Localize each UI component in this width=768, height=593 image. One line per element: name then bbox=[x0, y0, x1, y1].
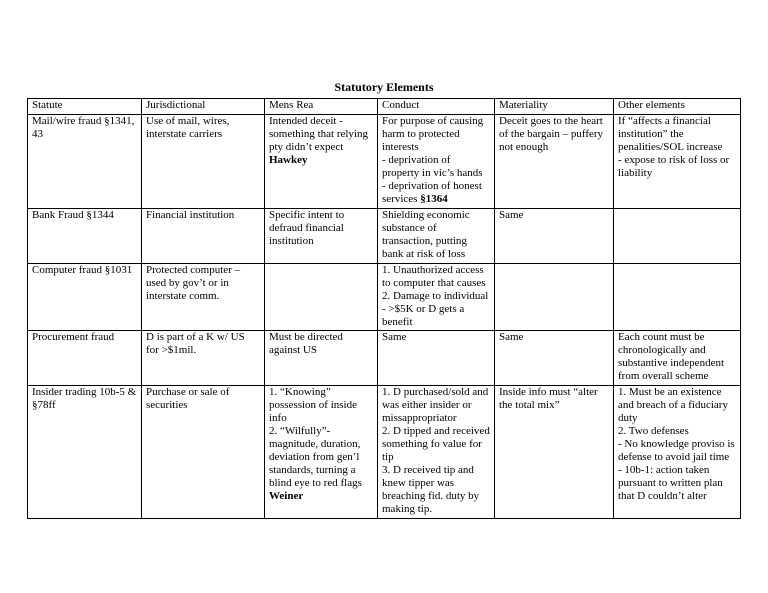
cell-text: Intended deceit - something that relying pty didn’t expect bbox=[269, 114, 368, 153]
cell-text: For purpose of causing harm to protected interests bbox=[382, 114, 484, 153]
table-cell bbox=[265, 263, 378, 331]
table-cell bbox=[614, 114, 741, 208]
cell-text: Shielding economic substance of transaction, putting bank at risk of loss bbox=[382, 208, 470, 260]
cell-paragraph bbox=[269, 209, 373, 248]
header-row bbox=[28, 99, 741, 115]
cell-paragraph bbox=[618, 154, 736, 180]
column-header: Jurisdictional bbox=[142, 99, 265, 115]
table-body bbox=[28, 114, 741, 518]
table-cell bbox=[28, 208, 142, 263]
cell-paragraph bbox=[382, 386, 490, 425]
cell-paragraph bbox=[618, 425, 736, 438]
table-cell bbox=[28, 386, 142, 519]
cell-paragraph bbox=[32, 264, 137, 277]
cell-paragraph bbox=[382, 209, 490, 261]
table-cell bbox=[28, 114, 142, 208]
table-row bbox=[28, 386, 741, 519]
cell-paragraph bbox=[269, 425, 373, 490]
cell-text: 2. Two defenses bbox=[618, 425, 689, 438]
cell-text: 1. Must be an existence and breach of a fiduciary duty bbox=[618, 386, 728, 425]
cell-paragraph bbox=[382, 180, 490, 206]
table-cell bbox=[265, 331, 378, 386]
table-cell bbox=[265, 114, 378, 208]
cell-text: 1. “Knowing” possession of inside info bbox=[269, 386, 357, 425]
table-cell bbox=[142, 114, 265, 208]
cell-text: Same bbox=[499, 331, 524, 344]
cell-text-bold: Hawkey bbox=[269, 153, 308, 166]
table-cell bbox=[495, 331, 614, 386]
cell-paragraph bbox=[146, 331, 260, 357]
table-cell bbox=[142, 331, 265, 386]
table-cell bbox=[614, 208, 741, 263]
cell-paragraph bbox=[499, 331, 609, 344]
cell-text: D is part of a K w/ US for >$1mil. bbox=[146, 331, 245, 357]
cell-paragraph bbox=[382, 264, 490, 290]
table-cell bbox=[495, 263, 614, 331]
column-header: Materiality bbox=[495, 99, 614, 115]
table-cell bbox=[378, 263, 495, 331]
cell-text: Each count must be chronologically and substantive independent from overall scheme bbox=[618, 331, 725, 383]
cell-paragraph bbox=[269, 115, 373, 167]
cell-paragraph bbox=[499, 386, 609, 412]
cell-paragraph bbox=[269, 386, 373, 425]
table-cell bbox=[265, 386, 378, 519]
table-cell bbox=[614, 263, 741, 331]
cell-text: 1. Unauthorized access to computer that causes bbox=[382, 263, 486, 289]
cell-paragraph bbox=[269, 490, 373, 503]
cell-text: - >$5K or D gets a benefit bbox=[382, 302, 465, 328]
table-row bbox=[28, 331, 741, 386]
cell-text: Must be directed against US bbox=[269, 331, 343, 357]
cell-text: Procurement fraud bbox=[32, 331, 115, 344]
cell-text: - deprivation of honest services bbox=[382, 179, 482, 205]
cell-text: Bank Fraud §1344 bbox=[32, 208, 114, 221]
cell-text-bold: §1364 bbox=[420, 192, 448, 205]
cell-text-bold: Weiner bbox=[269, 490, 304, 503]
cell-paragraph bbox=[382, 464, 490, 516]
cell-text: 3. D received tip and knew tipper was breaching fid. duty by making tip. bbox=[382, 464, 480, 516]
cell-text: - 10b-1: action taken pursuant to written plan that D couldn’t alter bbox=[618, 464, 723, 503]
cell-text: 2. D tipped and received something fo value for tip bbox=[382, 425, 490, 464]
table-cell bbox=[142, 263, 265, 331]
cell-paragraph bbox=[499, 209, 609, 222]
column-header: Conduct bbox=[378, 99, 495, 115]
cell-text: If “affects a financial institution” the penalities/SOL increase bbox=[618, 114, 723, 153]
cell-text: Deceit goes to the heart of the bargain – puffery not enough bbox=[499, 114, 604, 153]
table-cell bbox=[142, 386, 265, 519]
cell-paragraph bbox=[382, 290, 490, 303]
cell-paragraph bbox=[618, 438, 736, 464]
cell-paragraph bbox=[618, 331, 736, 383]
table-row bbox=[28, 208, 741, 263]
cell-paragraph bbox=[146, 209, 260, 222]
table-cell bbox=[378, 331, 495, 386]
table-cell bbox=[495, 114, 614, 208]
table-cell bbox=[378, 208, 495, 263]
column-header: Statute bbox=[28, 99, 142, 115]
cell-paragraph bbox=[32, 209, 137, 222]
cell-paragraph bbox=[32, 386, 137, 412]
cell-text: Computer fraud §1031 bbox=[32, 263, 133, 276]
column-header: Other elements bbox=[614, 99, 741, 115]
table-cell bbox=[614, 331, 741, 386]
table-cell bbox=[378, 386, 495, 519]
table-cell bbox=[495, 208, 614, 263]
cell-text: - expose to risk of loss or liability bbox=[618, 153, 730, 179]
table-cell bbox=[495, 386, 614, 519]
cell-paragraph bbox=[382, 303, 490, 329]
table-cell bbox=[28, 263, 142, 331]
statutory-elements-table bbox=[27, 98, 741, 519]
cell-text: Inside info must “alter the total mix” bbox=[499, 386, 598, 412]
cell-paragraph bbox=[382, 115, 490, 154]
cell-paragraph bbox=[32, 115, 137, 141]
cell-text: Mail/wire fraud §1341, 43 bbox=[32, 114, 135, 140]
cell-text: Use of mail, wires, interstate carriers bbox=[146, 114, 230, 140]
cell-paragraph bbox=[618, 115, 736, 154]
cell-paragraph bbox=[269, 331, 373, 357]
table-row bbox=[28, 114, 741, 208]
cell-paragraph bbox=[146, 386, 260, 412]
cell-text: Same bbox=[382, 331, 407, 344]
table-cell bbox=[28, 331, 142, 386]
table-cell bbox=[378, 114, 495, 208]
cell-text: - No knowledge proviso is defense to avoid jail time bbox=[618, 438, 735, 464]
cell-text: - deprivation of property in vic’s hands bbox=[382, 153, 483, 179]
table-cell bbox=[265, 208, 378, 263]
cell-paragraph bbox=[382, 154, 490, 180]
cell-text: Specific intent to defraud financial institution bbox=[269, 208, 345, 247]
doc-title: Statutory Elements bbox=[334, 80, 434, 94]
cell-text: 2. “Wilfully”- magnitude, duration, deviation from gen’l standards, turning a blind eye to red flags bbox=[269, 425, 362, 490]
cell-paragraph bbox=[499, 115, 609, 154]
cell-text: Same bbox=[499, 208, 524, 221]
table-row bbox=[28, 263, 741, 331]
cell-paragraph bbox=[618, 386, 736, 425]
cell-paragraph bbox=[146, 264, 260, 303]
table-cell bbox=[142, 208, 265, 263]
cell-paragraph bbox=[32, 331, 137, 344]
table-cell bbox=[614, 386, 741, 519]
cell-text: Insider trading 10b-5 & §78ff bbox=[32, 386, 137, 412]
cell-paragraph bbox=[382, 425, 490, 464]
cell-text: Purchase or sale of securities bbox=[146, 386, 230, 412]
column-header: Mens Rea bbox=[265, 99, 378, 115]
cell-paragraph bbox=[618, 464, 736, 503]
cell-paragraph bbox=[382, 331, 490, 344]
cell-text: 2. Damage to individual bbox=[382, 289, 489, 302]
cell-text: Protected computer – used by gov’t or in interstate comm. bbox=[146, 263, 241, 302]
cell-text: Financial institution bbox=[146, 208, 235, 221]
cell-paragraph bbox=[146, 115, 260, 141]
cell-text: 1. D purchased/sold and was either insider or missappropriator bbox=[382, 386, 489, 425]
